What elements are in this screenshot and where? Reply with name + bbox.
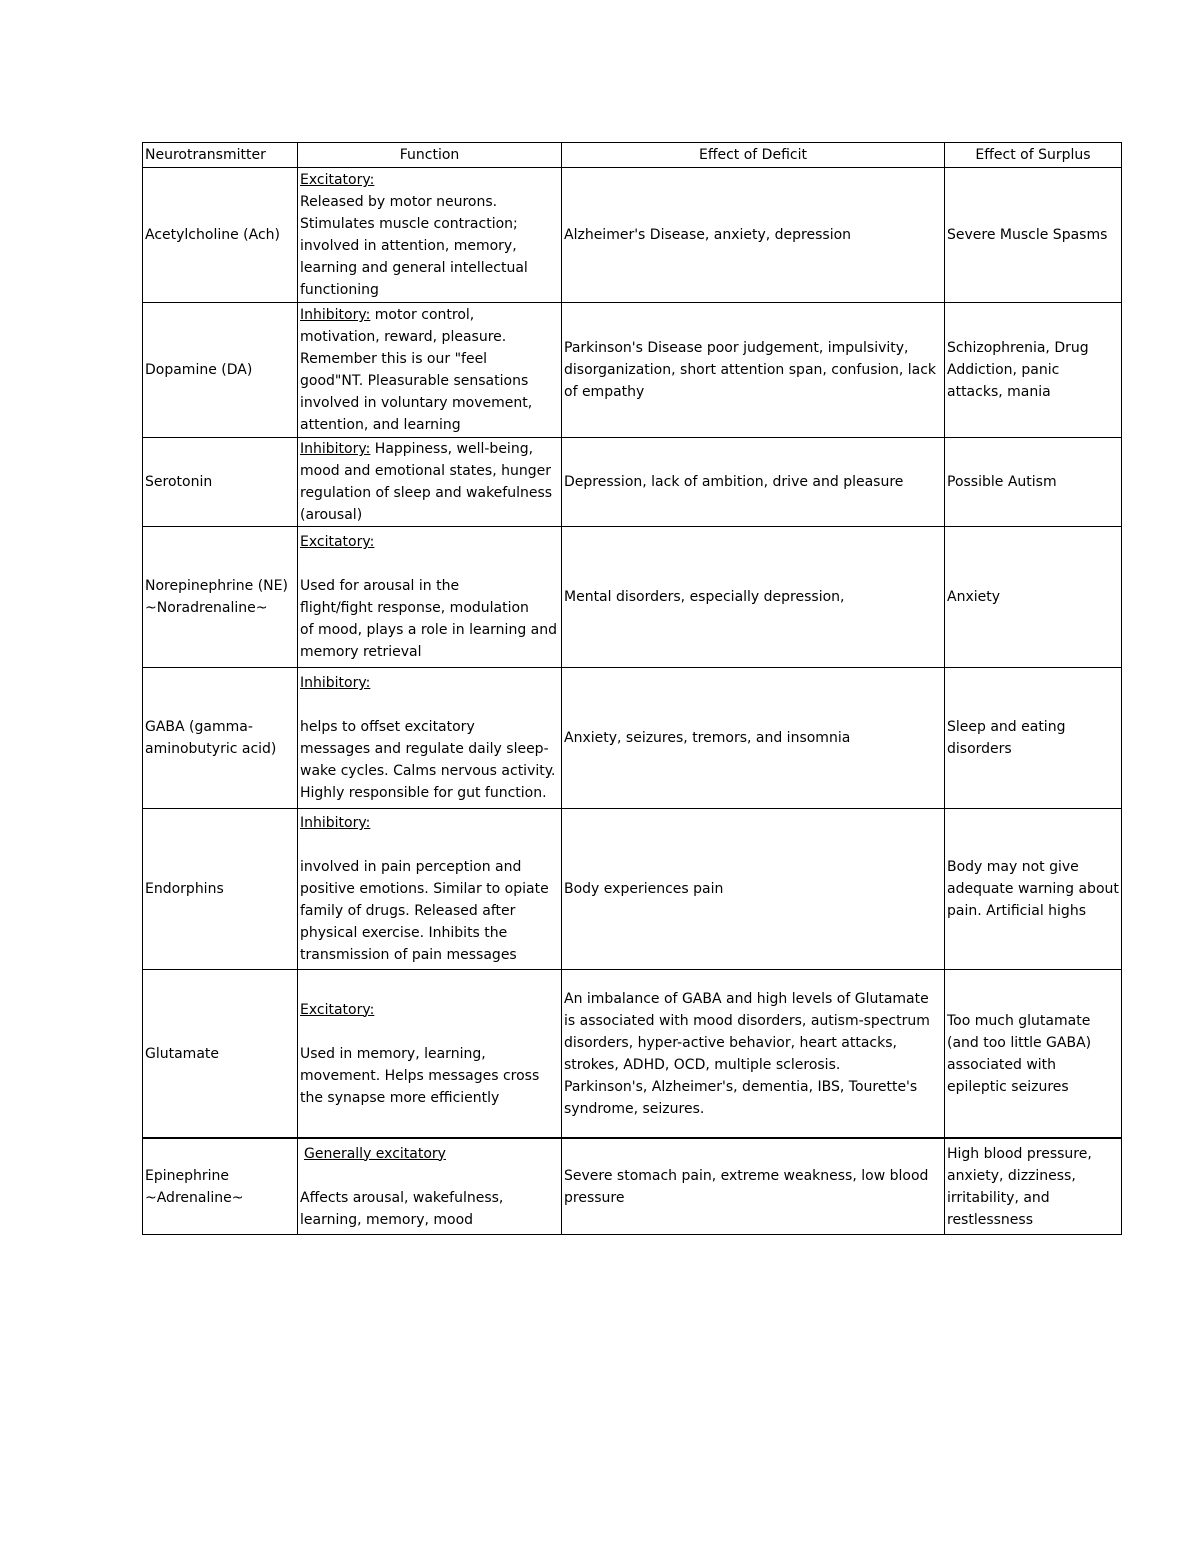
neurotransmitter-name: Acetylcholine (Ach) xyxy=(143,168,298,303)
function-cell xyxy=(298,970,562,1139)
function-cell xyxy=(298,527,562,668)
table-row xyxy=(143,168,1122,303)
function-line: physical exercise. Inhibits the xyxy=(300,925,508,941)
deficit-cell: Anxiety, seizures, tremors, and insomnia xyxy=(562,668,945,809)
surplus-line: Too much glutamate xyxy=(947,1012,1091,1029)
name-line: ~Noradrenaline~ xyxy=(145,600,268,616)
surplus-line: (and too little GABA) xyxy=(947,1034,1092,1051)
function-cell xyxy=(298,1138,562,1235)
function-line: transmission of pain messages xyxy=(300,947,517,963)
function-kind: Inhibitory: xyxy=(300,307,371,323)
function-kind: Inhibitory: xyxy=(300,675,371,691)
deficit-line: An imbalance of GABA and high levels of Glutamate xyxy=(564,990,929,1007)
surplus-line: epileptic seizures xyxy=(947,1078,1069,1095)
function-cell xyxy=(298,168,562,303)
function-line: learning, memory, mood xyxy=(300,1211,474,1228)
spacer xyxy=(300,694,559,716)
deficit-line: is associated with mood disorders, autism-spectrum xyxy=(564,1012,930,1029)
function-line: Stimulates muscle contraction; xyxy=(300,216,518,232)
function-kind: Inhibitory: xyxy=(300,815,371,831)
function-kind: Excitatory: xyxy=(300,172,375,188)
deficit-cell: Alzheimer's Disease, anxiety, depression xyxy=(562,168,945,303)
function-line xyxy=(300,438,559,460)
table-row xyxy=(143,303,1122,438)
function-first: motor control, xyxy=(370,307,475,323)
surplus-line: pain. Artificial highs xyxy=(947,903,1086,919)
neurotransmitter-name: Glutamate xyxy=(143,970,298,1139)
neurotransmitter-name xyxy=(143,1138,298,1235)
name-line: ~Adrenaline~ xyxy=(145,1189,244,1206)
function-line xyxy=(300,304,559,326)
function-line: memory retrieval xyxy=(300,644,422,660)
function-cell xyxy=(298,668,562,809)
function-cell xyxy=(298,809,562,970)
deficit-cell xyxy=(562,1138,945,1235)
name-line: GABA (gamma- xyxy=(145,719,253,735)
deficit-line: syndrome, seizures. xyxy=(564,1100,705,1117)
function-line: Released by motor neurons. xyxy=(300,194,498,210)
function-line: Remember this is our "feel xyxy=(300,351,488,367)
neurotransmitter-table xyxy=(142,142,1122,1235)
function-line: learning and general intellectual xyxy=(300,260,528,276)
neurotransmitter-name: Dopamine (DA) xyxy=(143,303,298,438)
spacer xyxy=(300,553,559,575)
surplus-line: Sleep and eating xyxy=(947,719,1066,735)
surplus-line: Body may not give xyxy=(947,859,1079,875)
surplus-line: irritability, and xyxy=(947,1189,1050,1206)
table-row xyxy=(143,527,1122,668)
spacer xyxy=(300,834,559,856)
deficit-cell: Depression, lack of ambition, drive and pleasure xyxy=(562,438,945,527)
header-function: Function xyxy=(298,143,562,168)
surplus-cell xyxy=(945,1138,1122,1235)
function-line: movement. Helps messages cross xyxy=(300,1067,540,1084)
surplus-line: disorders xyxy=(947,741,1012,757)
function-line: Highly responsible for gut function. xyxy=(300,785,547,801)
table-row xyxy=(143,668,1122,809)
header-row xyxy=(143,143,1122,168)
name-line: Epinephrine xyxy=(145,1167,229,1184)
function-line: involved in attention, memory, xyxy=(300,238,517,254)
function-kind: Generally excitatory xyxy=(304,1145,446,1162)
table-row xyxy=(143,970,1122,1139)
function-line: Used for arousal in the xyxy=(300,578,460,594)
deficit-cell: Parkinson's Disease poor judgement, impulsivity, disorganization, short attention span, confusion, lack of empathy xyxy=(562,303,945,438)
neurotransmitter-name: Endorphins xyxy=(143,809,298,970)
surplus-cell xyxy=(945,668,1122,809)
function-line: functioning xyxy=(300,282,379,298)
function-kind: Inhibitory: xyxy=(300,441,371,457)
surplus-cell xyxy=(945,809,1122,970)
surplus-cell: Anxiety xyxy=(945,527,1122,668)
function-line: regulation of sleep and wakefulness xyxy=(300,485,553,501)
function-line: motivation, reward, pleasure. xyxy=(300,329,507,345)
deficit-line: pressure xyxy=(564,1189,625,1206)
function-line: the synapse more efficiently xyxy=(300,1089,500,1106)
function-line: of mood, plays a role in learning and xyxy=(300,622,557,638)
header-effect-of-surplus: Effect of Surplus xyxy=(945,143,1122,168)
function-cell xyxy=(298,438,562,527)
surplus-cell: Severe Muscle Spasms xyxy=(945,168,1122,303)
deficit-cell: Body experiences pain xyxy=(562,809,945,970)
surplus-cell xyxy=(945,970,1122,1139)
function-line: attention, and learning xyxy=(300,417,461,433)
surplus-line: High blood pressure, xyxy=(947,1145,1092,1162)
table-row xyxy=(143,809,1122,970)
function-kind: Excitatory: xyxy=(300,534,375,550)
deficit-line: strokes, ADHD, OCD, multiple sclerosis. xyxy=(564,1056,841,1073)
function-line: involved in voluntary movement, xyxy=(300,395,533,411)
surplus-line: adequate warning about xyxy=(947,881,1119,897)
function-line: family of drugs. Released after xyxy=(300,903,516,919)
function-line: involved in pain perception and xyxy=(300,859,522,875)
function-line: helps to offset excitatory xyxy=(300,719,475,735)
function-line: flight/fight response, modulation xyxy=(300,600,529,616)
deficit-line: Severe stomach pain, extreme weakness, low blood xyxy=(564,1167,929,1184)
surplus-line: associated with xyxy=(947,1056,1057,1073)
name-line: aminobutyric acid) xyxy=(145,741,277,757)
spacer xyxy=(300,1165,559,1187)
function-line: mood and emotional states, hunger xyxy=(300,463,551,479)
header-neurotransmitter: Neurotransmitter xyxy=(143,143,298,168)
header-effect-of-deficit: Effect of Deficit xyxy=(562,143,945,168)
surplus-cell: Schizophrenia, Drug Addiction, panic attacks, mania xyxy=(945,303,1122,438)
deficit-line: Parkinson's, Alzheimer's, dementia, IBS, Tourette's xyxy=(564,1078,918,1095)
neurotransmitter-name xyxy=(143,527,298,668)
function-line: good"NT. Pleasurable sensations xyxy=(300,373,529,389)
function-line: (arousal) xyxy=(300,507,363,523)
function-first: Happiness, well-being, xyxy=(370,441,534,457)
function-line: Affects arousal, wakefulness, xyxy=(300,1189,504,1206)
deficit-cell xyxy=(562,970,945,1139)
name-line: Norepinephrine (NE) xyxy=(145,578,288,594)
function-line: positive emotions. Similar to opiate xyxy=(300,881,549,897)
surplus-cell: Possible Autism xyxy=(945,438,1122,527)
neurotransmitter-name: Serotonin xyxy=(143,438,298,527)
table-row xyxy=(143,1138,1122,1235)
neurotransmitter-name xyxy=(143,668,298,809)
deficit-line: disorders, hyper-active behavior, heart attacks, xyxy=(564,1034,897,1051)
function-kind: Excitatory: xyxy=(300,1001,375,1018)
spacer xyxy=(300,1021,559,1043)
deficit-cell: Mental disorders, especially depression, xyxy=(562,527,945,668)
function-line: wake cycles. Calms nervous activity. xyxy=(300,763,556,779)
function-line: Used in memory, learning, xyxy=(300,1045,486,1062)
surplus-line: anxiety, dizziness, xyxy=(947,1167,1076,1184)
function-cell xyxy=(298,303,562,438)
function-line: messages and regulate daily sleep- xyxy=(300,741,549,757)
surplus-line: restlessness xyxy=(947,1211,1034,1228)
table-row xyxy=(143,438,1122,527)
